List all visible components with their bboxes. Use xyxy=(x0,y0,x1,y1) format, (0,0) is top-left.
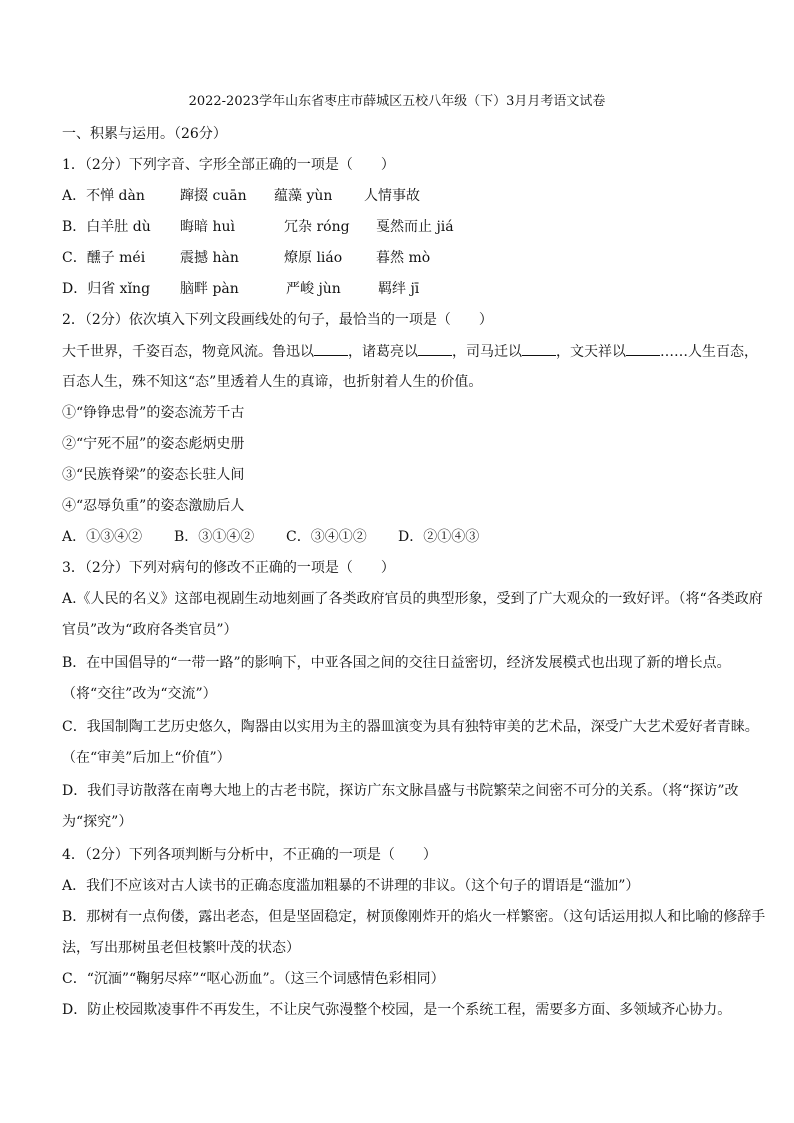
q2-option-a: A．①③④② xyxy=(62,529,143,545)
q1-a-word4: 人情事故 xyxy=(364,188,420,204)
q1-b-word1: B．白羊肚 dù xyxy=(62,219,151,235)
q1-d-word3: 严峻 jùn xyxy=(286,281,341,297)
q2-passage-part4: ，文天祥以 xyxy=(556,344,626,360)
q1-a-word1: A．不惮 dàn xyxy=(62,188,145,204)
q1-a-word3: 蕴藻 yùn xyxy=(274,188,333,204)
q1-c-word3: 燎原 liáo xyxy=(284,250,343,266)
question-2-stem: 2．（2分）依次填入下列文段画线处的句子，最恰当的一项是（ ） xyxy=(62,312,493,328)
q2-option-b: B．③①④② xyxy=(174,529,255,545)
question-4-stem: 4．（2分）下列各项判断与分析中，不正确的一项是（ ） xyxy=(62,847,437,863)
q2-item-4: ④“忍辱负重”的姿态激励后人 xyxy=(62,498,245,514)
q1-c-word4: 暮然 mò xyxy=(376,250,431,266)
q1-d-word2: 脑畔 pàn xyxy=(180,281,239,297)
q1-d-word1: D．归省 xǐng xyxy=(62,281,151,297)
q1-d-word4: 羁绊 jī xyxy=(378,281,420,297)
q2-blank-1 xyxy=(314,341,348,356)
q2-passage-line1 xyxy=(62,341,758,362)
q2-option-c: C．③④①② xyxy=(286,529,367,545)
q3-option-c: C．我国制陶工艺历史悠久，陶器由以实用为主的器皿演变为具有独特审美的艺术品，深受广大艺术爱好者青睐。（在“审美”后加上“价值”） xyxy=(62,719,759,766)
q2-passage-part2: ，诸葛亮以 xyxy=(348,344,418,360)
q1-c-word1: C．醺子 méi xyxy=(62,250,146,266)
q2-item-1: ①“铮铮忠骨”的姿态流芳千古 xyxy=(62,405,245,421)
q4-option-d: D．防止校园欺凌事件不再发生，不让戾气弥漫整个校园，是一个系统工程，需要多方面、多领域齐心协力。 xyxy=(62,1002,732,1018)
question-1-stem: 1．（2分）下列字音、字形全部正确的一项是（ ） xyxy=(62,157,395,173)
q2-option-d: D．②①④③ xyxy=(398,529,480,545)
q1-b-word4: 戛然而止 jiá xyxy=(376,219,454,235)
q1-a-word2: 蹿掇 cuān xyxy=(180,188,247,204)
q2-blank-3 xyxy=(522,341,556,356)
q3-option-d: D．我们寻访散落在南粤大地上的古老书院，探访广东文脉昌盛与书院繁荣之间密不可分的关系。（将“探访”改为“探究”） xyxy=(62,783,739,830)
question-3-stem: 3．（2分）下列对病句的修改不正确的一项是（ ） xyxy=(62,560,395,576)
section-heading: 一、积累与运用。（26分） xyxy=(62,126,227,142)
q2-item-2: ②“宁死不屈”的姿态彪炳史册 xyxy=(62,436,245,452)
q2-passage-part1: 大千世界，千姿百态，物竟风流。鲁迅以 xyxy=(62,344,314,360)
q2-passage-part3: ，司马迁以 xyxy=(452,344,522,360)
q3-option-a: A.《人民的名义》这部电视剧生动地刻画了各类政府官员的典型形象，受到了广大观众的一致好评。（将“各类政府官员”改为“政府各类官员”） xyxy=(62,591,763,638)
exam-title: 2022-2023学年山东省枣庄市薛城区五校八年级（下）3月月考语文试卷 xyxy=(188,94,606,109)
q3-option-b: B．在中国倡导的“一带一路”的影响下，中亚各国之间的交往日益密切，经济发展模式也出现了新的增长点。（将“交往”改为“交流”） xyxy=(62,655,731,702)
q2-passage-line2: 百态人生，殊不知这“态”里透着人生的真谛，也折射着人生的价值。 xyxy=(62,374,483,390)
q1-b-word2: 晦暗 huì xyxy=(180,219,235,235)
q4-option-b: B．那树有一点佝偻，露出老态，但是坚固稳定，树顶像刚炸开的焰火一样繁密。（这句话运用拟人和比喻的修辞手法，写出那树虽老但枝繁叶茂的状态） xyxy=(62,909,766,956)
q1-c-word2: 震撼 hàn xyxy=(180,250,239,266)
q2-blank-4 xyxy=(626,341,660,356)
q2-passage-part5: ……人生百态， xyxy=(660,344,758,360)
q2-item-3: ③“民族脊梁”的姿态长驻人间 xyxy=(62,467,245,483)
q4-option-c: C．“沉湎”“鞠躬尽瘁”“呕心沥血”。（这三个词感情色彩相同） xyxy=(62,971,445,987)
q2-blank-2 xyxy=(418,341,452,356)
q4-option-a: A．我们不应该对古人读书的正确态度滥加粗暴的不讲理的非议。（这个句子的谓语是“滥加”） xyxy=(62,878,640,894)
q1-b-word3: 冗杂 róng xyxy=(284,219,350,235)
